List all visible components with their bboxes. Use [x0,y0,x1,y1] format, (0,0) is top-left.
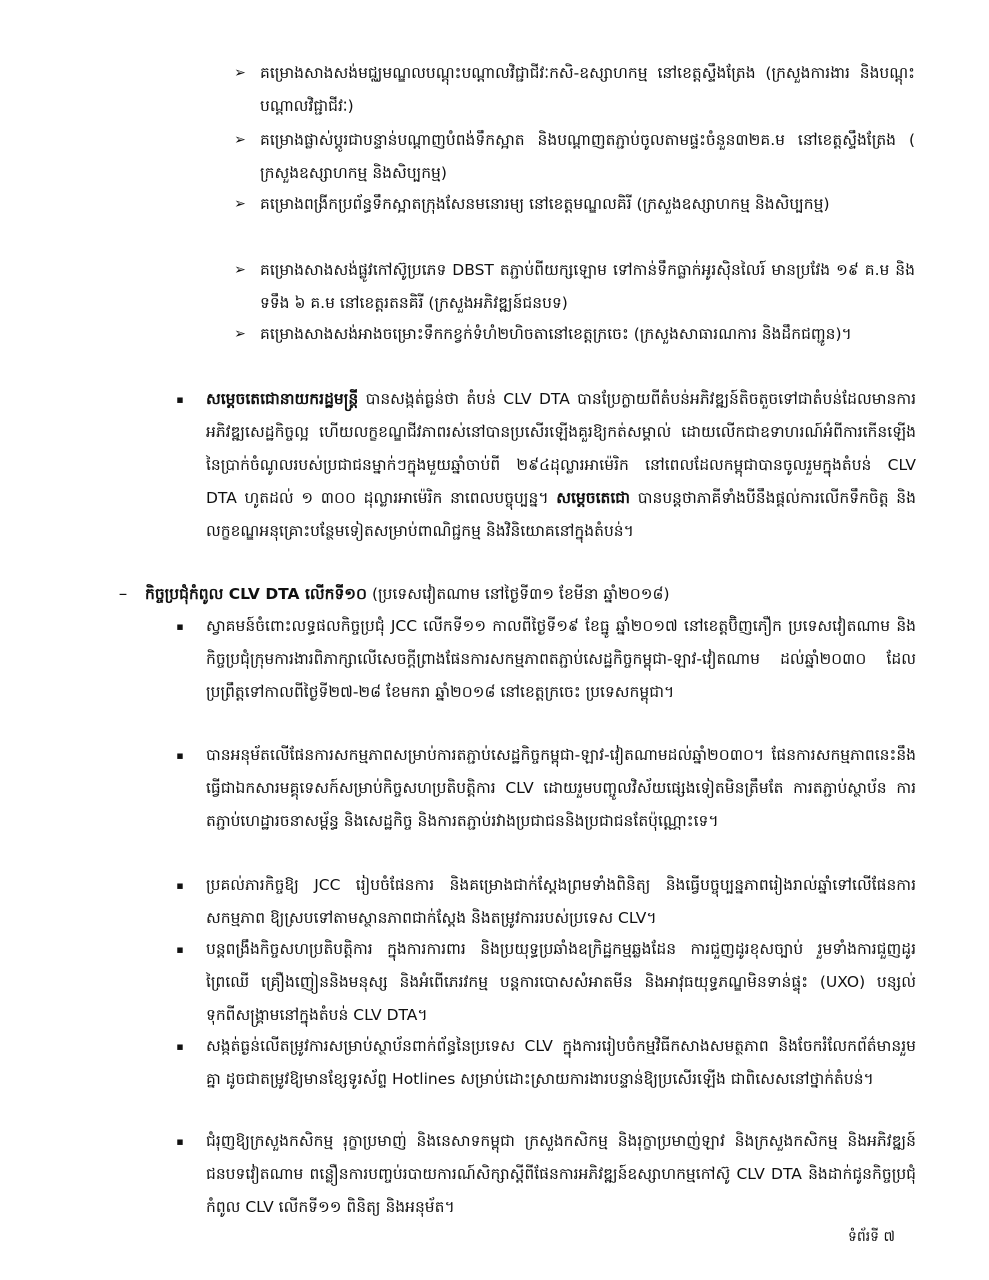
dash-bullet-icon: – [118,584,128,604]
sub-project-item: គម្រោងសាងសង់អាងចម្រោះទឹកកខ្វក់ទំហំ២ហិចតានៅខេត្តក្រចេះ (ក្រសួងសាធារណការ និងដឹកជញ្ជូន)។ [260,325,852,343]
square-bullet-icon: ▪ [176,943,184,956]
square-bullet-icon: ▪ [176,1135,184,1148]
sub-project-item: គម្រោងសាងសង់មជ្ឈមណ្ឌលបណ្ដុះបណ្ដាលវិជ្ជាជីវៈកសិ-ឧស្សាហកម្ម នៅខេត្តស្ទឹងត្រែង (ក្រសួងការងារ និងបណ្ដុះបណ្ដាលវិជ្ជាជីវៈ) [260,64,915,115]
sub-project-item: គម្រោងសាងសង់ផ្លូវកៅស៊ូប្រភេទ DBST តភ្ជាប់ពីយក្សឡោម ទៅកាន់ទឹកធ្លាក់អូរស៊ិនលៃរ៍ មានប្រវែង ១៩ គ.ម និងទទឹង ៦ គ.ម នៅខេត្តរតនគិរី (ក្រសួងអភិវឌ្ឍន៍ជនបទ) [260,261,915,312]
square-bullet-icon: ▪ [176,749,184,762]
summit-outcome-item: បន្តពង្រឹងកិច្ចសហប្រតិបត្តិការ ក្នុងការការពារ និងប្រយុទ្ធប្រឆាំងឧក្រិដ្ឋកម្មឆ្លងដែន ការជួញដូរខុសច្បាប់ រួមទាំងការជួញដូរព្រៃឈើ គ្រឿងញៀននិងមនុស្ស និងអំពើភេរវកម្ម បន្តការបោសសំអាតមីន និងអាវុធយុទ្ធភណ្ឌមិនទាន់ផ្ទុះ (UXO) បន្សល់ទុកពីសង្គ្រាមនៅក្នុងតំបន់ CLV DTA។ [206,940,916,1024]
summit-title: កិច្ចប្រជុំកំពូល CLV DTA លើកទី១០ [145,585,368,603]
summit-outcome-item: បានអនុម័តលើផែនការសកម្មភាពសម្រាប់ការតភ្ជាប់សេដ្ឋកិច្ចកម្ពុជា-ឡាវ-វៀតណាមដល់ឆ្នាំ២០៣០។ ផែនការសកម្មភាពនេះនឹងធ្វើជាឯកសារមគ្គុទេសក៍សម្រាប់កិច្ចសហប្រតិបត្តិការ CLV ដោយរួមបញ្ចូលវិស័យផ្សេងទៀតមិនត្រឹមតែ ការតភ្ជាប់ស្ថាប័ន ការតភ្ជាប់ហេដ្ឋារចនាសម្ព័ន្ធ និងសេដ្ឋកិច្ច និងការតភ្ជាប់រវាងប្រជាជននិងប្រជាជនតែប៉ុណ្ណោះទេ។ [206,746,916,830]
summit-date: (ប្រទេសវៀតណាម នៅថ្ងៃទី៣១ ខែមីនា ឆ្នាំ២០១៨) [367,585,670,603]
page-number: ទំព័រទី ៧ [847,1229,895,1245]
square-bullet-icon: ▪ [176,879,184,892]
summit-outcome-item: ប្រគល់ភារកិច្ចឱ្យ JCC រៀបចំផែនការ និងគម្រោងជាក់ស្ដែងព្រមទាំងពិនិត្យ និងធ្វើបច្ចុប្បន្នភាពរៀងរាល់ឆ្នាំទៅលើផែនការសកម្មភាព ឱ្យស្របទៅតាមស្ថានភាពជាក់ស្ដែង និងតម្រូវការរបស់ប្រទេស CLV។ [206,876,916,927]
arrow-bullet-icon: ➢ [234,326,246,342]
section-heading [145,578,915,611]
summit-outcome-item: សង្កត់ធ្ងន់លើតម្រូវការសម្រាប់ស្ថាប័នពាក់ព័ន្ធនៃប្រទេស CLV ក្នុងការរៀបចំកម្មវិធីកសាងសមត្ថភាព និងចែករំលែកព័ត៌មានរួមគ្នា ដូចជាតម្រូវឱ្យមានខ្សែទូរស័ព្ទ Hotlines សម្រាប់ដោះស្រាយការងារបន្ទាន់ឱ្យប្រសើរឡើង ជាពិសេសនៅថ្នាក់តំបន់។ [206,1037,916,1088]
square-bullet-icon: ▪ [176,620,184,633]
square-bullet-icon: ▪ [176,1040,184,1053]
paragraph-text-end: បានបន្តថាភាគីទាំងបីនឹងផ្ដល់ការលើកទឹកចិត្ត និងលក្ខខណ្ឌអនុគ្រោះបន្ថែមទៀតសម្រាប់ពាណិជ្ជកម្ម និងវិនិយោគនៅក្នុងតំបន់។ [206,489,916,540]
summit-outcome-item: ស្វាគមន៍ចំពោះលទ្ធផលកិច្ចប្រជុំ JCC លើកទី១១ កាលពីថ្ងៃទី១៩ ខែធ្នូ ឆ្នាំ២០១៧ នៅខេត្តប៊ិញភឿក ប្រទេសវៀតណាម និងកិច្ចប្រជុំក្រុមការងារពិភាក្សាលើសេចក្ដីព្រាងផែនការសកម្មភាពតភ្ជាប់សេដ្ឋកិច្ចកម្ពុជា-ឡាវ-វៀតណាម ដល់ឆ្នាំ២០៣០ ដែលប្រព្រឹត្តទៅកាលពីថ្ងៃទី២៧-២៨ ខែមករា ឆ្នាំ២០១៨ នៅខេត្តក្រចេះ ប្រទេសកម្ពុជា។ [206,617,916,701]
arrow-bullet-icon: ➢ [234,65,246,81]
sub-project-item: គម្រោងពង្រីកប្រព័ន្ធទឹកស្អាតក្រុងសែនមនោរម្យ នៅខេត្តមណ្ឌលគិរី (ក្រសួងឧស្សាហកម្ម និងសិប្បកម្ម) [260,195,830,213]
paragraph-text: បានសង្កត់ធ្ងន់ថា តំបន់ CLV DTA បានប្រែក្លាយពីតំបន់អភិវឌ្ឍន៍តិចតួចទៅជាតំបន់ដែលមានការអភិវឌ្ឍសេដ្ឋកិច្ចល្អ ហើយលក្ខខណ្ឌជីវភាពរស់នៅបានប្រសើរឡើងគួរឱ្យកត់សម្គាល់ ដោយលើកជាឧទាហរណ៍អំពីការកើនឡើងនៃប្រាក់ចំណូលរបស់ប្រជាជនម្នាក់ៗក្នុងមួយឆ្នាំចាប់ពី ២៩៤ដុល្លារអាម៉េរិក នៅពេលដែលកម្ពុជាបានចូលរួមក្នុងតំបន់ CLV DTA ហូតដល់ ១ ៣០០ ដុល្លារអាម៉េរិក នាពេលបច្ចុប្បន្ន។ [206,390,916,507]
arrow-bullet-icon: ➢ [234,262,246,278]
samdech-techo-title: សម្ដេចតេជោ [556,489,631,507]
sub-project-item: គម្រោងផ្លាស់ប្ដូរជាបន្ទាន់បណ្ដាញបំពង់ទឹកស្អាត និងបណ្ដាញតភ្ជាប់ចូលតាមផ្ទះចំនួន៣២គ.ម នៅខេត្តស្ទឹងត្រែង ( ក្រសួងឧស្សាហកម្ម និងសិប្បកម្ម) [260,131,915,182]
summit-outcome-item: ជំរុញឱ្យក្រសួងកសិកម្ម រុក្ខាប្រមាញ់ និងនេសាទកម្ពុជា ក្រសួងកសិកម្ម និងរុក្ខាប្រមាញ់ឡាវ និងក្រសួងកសិកម្ម និងអភិវឌ្ឍន៍ជនបទវៀតណាម ពន្លឿនការបញ្ចប់របាយការណ៍សិក្សាស្ដីពីផែនការអភិវឌ្ឍន៍ឧស្សាហកម្មកៅស៊ូ CLV DTA និងដាក់ជូនកិច្ចប្រជុំកំពូល CLV លើកទី១១ ពិនិត្យ និងអនុម័ត។ [206,1132,916,1216]
arrow-bullet-icon: ➢ [234,196,246,212]
square-bullet-icon: ▪ [176,393,184,406]
prime-minister-title: សម្ដេចតេជោនាយករដ្ឋមន្ត្រី [206,390,359,408]
summary-paragraph [206,383,916,548]
arrow-bullet-icon: ➢ [234,132,246,148]
